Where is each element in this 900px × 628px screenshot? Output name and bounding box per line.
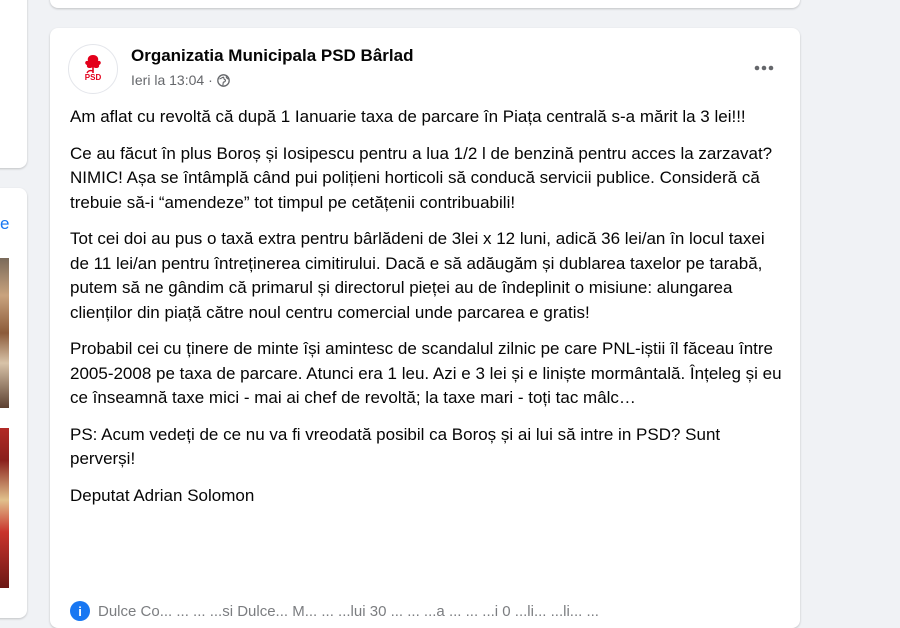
- more-horizontal-icon: [754, 65, 774, 71]
- post-paragraph: PS: Acum vedeți de ce nu va fi vreodată posibil ca Boroș și ai lui să intre in PSD? Sunt perverși!: [70, 424, 721, 468]
- svg-text:PSD: PSD: [84, 73, 102, 82]
- sidebar-link-partial[interactable]: e: [0, 214, 10, 233]
- info-icon[interactable]: i: [70, 601, 90, 621]
- post-paragraph: Am aflat cu revoltă că după 1 Ianuarie taxa de parcare în Piața centrală s-a mărit la 3 lei!!!: [70, 107, 746, 126]
- meta-separator: ·: [208, 72, 213, 88]
- post-meta: [131, 72, 230, 88]
- post-paragraph: Tot cei doi au pus o taxă extra pentru bârlădeni de 3lei x 12 luni, adică 36 lei/an în locul taxei de 11 lei/an pentru întreținerea cimitirului. Dacă e să adăugăm și dublarea taxelor pe tarabă, putem să ne gândim că primarul și directorul pieței au de îndeplinit o misiune: alungarea clienților din piață către noul centru comercial unde parcarea e gratis!: [70, 229, 765, 322]
- post-footer-info: [70, 596, 790, 626]
- sidebar-thumbnail[interactable]: [0, 258, 9, 408]
- post-body: [70, 105, 788, 520]
- post-timestamp[interactable]: Ieri la 13:04: [131, 72, 205, 88]
- psd-logo-icon: [70, 46, 116, 92]
- more-options-button[interactable]: [746, 50, 782, 86]
- globe-icon: [217, 74, 230, 87]
- post-paragraph: Probabil cei cu ținere de minte își amintesc de scandalul zilnic pe care PNL-iștii îl făceau între 2005-2008 pe taxa de parcare. Atunci era 1 leu. Azi e 3 lei și e liniște mormântală. Înțeleg și eu ce înseamnă taxe mici - mai ai chef de revoltă; la taxe mari - toți tac mâlc…: [70, 339, 782, 407]
- footer-text: Dulce Co... ... ... ...si Dulce... M... ... ...lui 30 ... ... ...a ... ... ...i 0 ...li... ...li... ...: [98, 602, 599, 620]
- sidebar-thumbnail[interactable]: [0, 428, 9, 588]
- page-name[interactable]: Organizatia Municipala PSD Bârlad: [131, 46, 414, 65]
- post-signature: Deputat Adrian Solomon: [70, 485, 255, 505]
- page-avatar[interactable]: [68, 44, 118, 94]
- left-sidebar-card: [0, 0, 27, 168]
- previous-post-card: [50, 0, 800, 8]
- post-paragraph: Ce au făcut în plus Boroș și Iosipescu pentru a lua 1/2 l de benzină pentru acces la zarzavat? NIMIC! Așa se întâmplă când pui polițieni horticoli să conducă servicii publice. Consideră că trebuie să-i “amendeze” tot timpul pe cetățenii contribuabili!: [70, 143, 773, 212]
- post-card: [50, 28, 800, 628]
